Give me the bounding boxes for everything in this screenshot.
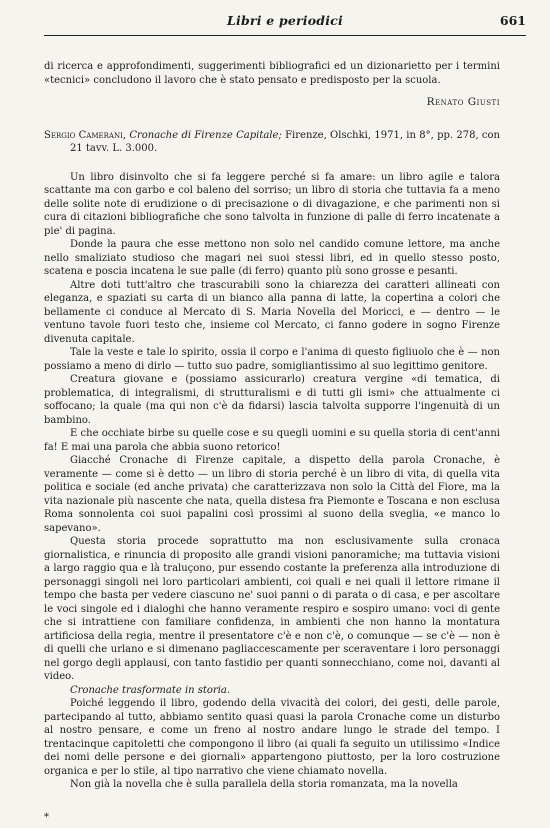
paragraph: Creatura giovane e (possiamo assicurarlo) creatura vergine «di tematica, di problematica, di integralismi, di strutturalismi e di tutti gli ismi» che attualmente ci soffocano; la quale (ma qui non c'è da fidarsi) lascia talvolta supporre l'ingenuità di un bambino. — [44, 374, 500, 426]
review-body — [44, 171, 500, 792]
paragraph: Altre doti tutt'altro che trascurabili sono la chiarezza dei caratteri allineati con eleganza, e spaziati su carta di un bianco alla panna di latte, la copertina a colori che bellamente ci conduce al Mercato di S. Maria Novella del Moricci, e — dentro — le ventuno tavole fuori testo che, insieme col Mercato, ci fanno godere in sogno Firenze divenuta capitale. — [44, 279, 500, 345]
paragraph: Non già la novella che è sulla parallela della storia romanzata, ma la novella — [70, 779, 458, 790]
citation-title: Cronache di Firenze Capitale; — [129, 129, 282, 141]
paragraph: Un libro disinvolto che si fa leggere perché si fa amare: un libro agile e talora scattante ma con garbo e col baleno del sorriso; un libro di storia che tuttavia fa a meno delle solite note di erudizione o di precisazione o di divagazione, e che parimenti non si cura di citazioni bibliografiche che sono talvolta in funzione di palle di ferro incatenate a pie' di pagina. — [44, 171, 500, 237]
book-citation — [44, 129, 500, 156]
paragraph: Donde la paura che esse mettono non solo nel candido comune lettore, ma anche nello smaliziato studioso che magari nei suoi stessi libri, ed in quello stesso posto, scatena e poscia incatena le sue palle (di ferro) quanto più sono grosse e pesanti. — [44, 239, 500, 277]
paragraph: Questa storia procede soprattutto ma non esclusivamente sulla cronaca giornalistica, e rinuncia di proposito alle grandi visioni panoramiche; ma tuttavia visioni a largo raggio qua e là traluçono, pur essendo costante la preferenza alla introduzione di personaggi singoli nei loro particolari ambienti, coi quali e nei quali il lettore rimane il tempo che basta per vedere ciascuno ne' suoi panni o di parata o di casa, e per ascoltare le voci singole ed i dialoghi che hanno veramente respiro e sospiro umano: voci di gente che si intrattiene con familiare confidenza, in ambienti che non hanno la montatura artificiosa della regia, mentre il presentatore c'è e non c'è, o comunque — se c'è — non è di quelli che urlano e si dimenano pagliaccescamente per sceraventare i loro personaggi nel gorgo degli applausi, con tanto fastidio per quanti sonnecchiano, come noi, davanti al video. — [44, 536, 500, 682]
running-header — [44, 8, 526, 32]
citation-details: Firenze, Olschki, 1971, in 8°, pp. 278, con 21 tavv. L. 3.000. — [70, 129, 500, 154]
paragraph: Giacché Cronache di Firenze capitale, a dispetto della parola Cronache, è veramente — come si è detto — un libro di storia perché è un libro di vita, di quella vita politica e sociale (ed anche privata) che caratterizzava non solo la Città del Fiore, ma la vita nazionale più nascente che nata, quella distesa fra Piemonte e Toscana e non esclusa Roma sonnolenta coi suoi papalini così prossimi al suono della sveglia, «e manco lo sapevano». — [44, 455, 500, 534]
footer-mark: * — [44, 812, 49, 823]
paragraph: Poiché leggendo il libro, godendo della vivacità dei colori, dei gesti, delle parole, partecipando al tutto, abbiamo sentito quasi quasi la parola Cronache come un disturbo al nostro pensare, e come un freno al nostro andare lungo le strade del tempo. I trentacinque capitoletti che compongono il libro (ai quali fa seguito un utilissimo «Indice dei nomi delle persone e dei giornali» appartengono piuttosto, per la loro costruzione organica e per lo stile, al tipo narrativo che viene chiamato novella. — [44, 698, 500, 777]
page-number: 661 — [499, 13, 526, 28]
header-rule — [44, 35, 526, 36]
body-text — [44, 60, 500, 792]
citation-author: Sergio Camerani, — [44, 129, 127, 141]
intro-paragraph: di ricerca e approfondimenti, suggerimenti bibliografici ed un dizionarietto per i termini «tecnici» concludono il lavoro che è stato pensato e predisposto per la scuola. — [44, 61, 500, 86]
paragraph: Cronache trasformate in storia. — [70, 684, 231, 696]
paragraph: Tale la veste e tale lo spirito, ossia il corpo e l'anima di questo figliuolo che è — non possiamo a meno di dirlo — tutto suo padre, somigliantissimo al suo legittimo genitore. — [44, 347, 500, 372]
running-title: Libri e periodici — [227, 13, 343, 28]
paragraph: E che occhiate birbe su quelle cose e su quegli uomini e su quella storia di cent'anni fa! E mai una parola che abbia suono retorico! — [44, 428, 500, 453]
reviewer-signature: Renato Giusti — [426, 96, 500, 108]
